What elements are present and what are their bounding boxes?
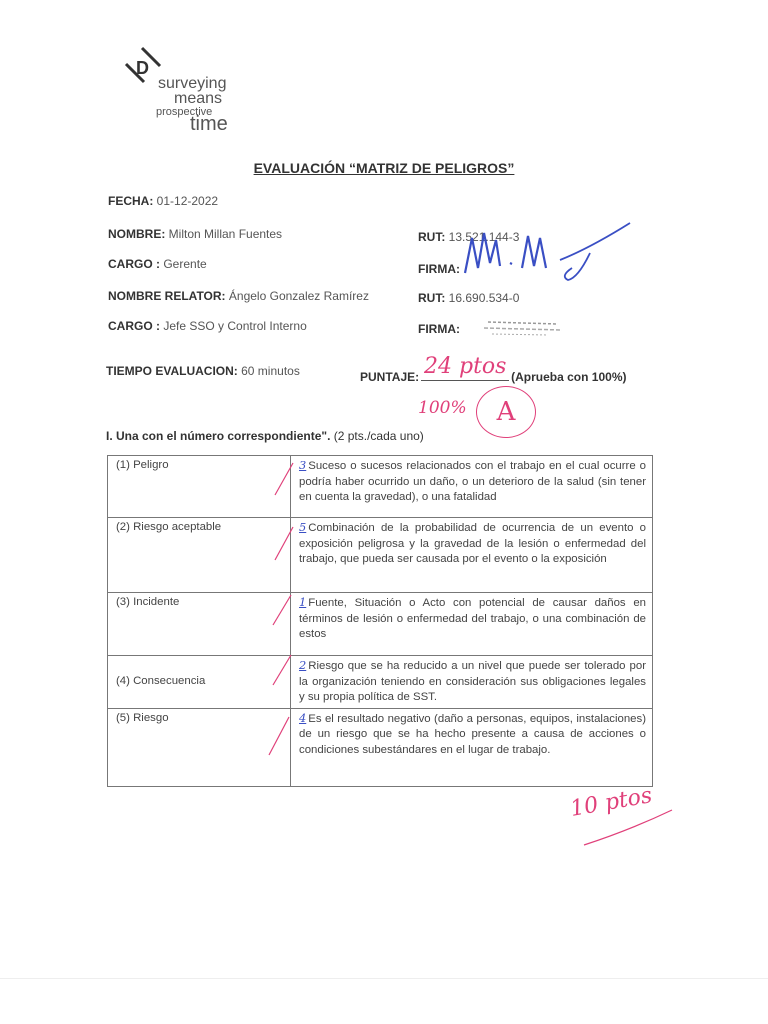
firma2-field <box>418 322 460 336</box>
term-cell: (3) Incidente <box>108 593 291 656</box>
value: Milton Millan Fuentes <box>168 227 283 241</box>
label: RUT: <box>418 291 446 305</box>
logo-text: time <box>190 113 228 135</box>
value: 16.690.534-0 <box>448 291 520 305</box>
answer-number: 3 <box>299 458 307 472</box>
logo-text: prospective <box>156 106 213 118</box>
tiempo-field <box>106 364 300 378</box>
value: 01-12-2022 <box>156 194 219 208</box>
table-row <box>108 656 653 709</box>
rut2-field <box>418 291 519 305</box>
term-cell: (4) Consecuencia <box>108 656 291 709</box>
table-row <box>108 456 653 518</box>
handwritten-grade: A <box>476 386 536 438</box>
logo-text: means <box>174 90 223 107</box>
section-points: (2 pts./cada uno) <box>333 429 424 443</box>
svg-text:D: D <box>136 58 149 78</box>
label: CARGO : <box>108 257 160 271</box>
definition-cell <box>291 656 653 709</box>
divider <box>0 978 768 979</box>
value: 60 minutos <box>241 364 300 378</box>
label: NOMBRE: <box>108 227 166 241</box>
handwritten-score: 24 ptos <box>424 354 507 379</box>
relator-field <box>108 289 369 303</box>
value: Ángelo Gonzalez Ramírez <box>228 289 369 303</box>
definition-cell <box>291 518 653 593</box>
definition-cell <box>291 456 653 518</box>
term-cell: (1) Peligro <box>108 456 291 518</box>
fecha-field <box>108 194 218 208</box>
firma1-field <box>418 262 460 276</box>
logo-mark-icon <box>122 46 162 86</box>
label: RUT: <box>418 230 446 244</box>
answer-number: 1 <box>299 595 307 609</box>
definition-cell <box>291 593 653 656</box>
label: FIRMA: <box>418 322 460 336</box>
answer-number: 2 <box>299 658 307 672</box>
value: 13.521.144-3 <box>448 230 520 244</box>
label: CARGO : <box>108 319 160 333</box>
underline-stroke-icon <box>580 805 680 850</box>
company-logo <box>122 46 262 136</box>
value: Jefe SSO y Control Interno <box>163 319 307 333</box>
answer-number: 4 <box>299 710 307 725</box>
title-text: EVALUACIÓN “MATRIZ DE PELIGROS” <box>253 160 515 176</box>
stamp-signature-icon <box>478 310 568 340</box>
puntaje-note: (Aprueba con 100%) <box>511 370 627 384</box>
label: NOMBRE RELATOR: <box>108 289 226 303</box>
answer-number: 5 <box>299 520 307 534</box>
cargo2-field <box>108 319 307 333</box>
definition-cell <box>291 708 653 786</box>
signature-icon <box>460 218 640 288</box>
term-cell: (5) Riesgo <box>108 708 291 786</box>
logo-text: surveying <box>158 75 227 92</box>
document-title <box>0 160 768 176</box>
definition-text: Es el resultado negativo (daño a personas, equipos, instalaciones) de un riesgo que se ha hecho presente a causa de acciones o condiciones subestándares en el lugar de trabajo. <box>299 712 646 756</box>
table-row <box>108 518 653 593</box>
nombre-field <box>108 227 282 241</box>
label: TIEMPO EVALUACION: <box>106 364 238 378</box>
value: Gerente <box>163 257 207 271</box>
term-cell: (2) Riesgo aceptable <box>108 518 291 593</box>
definition-text: Riesgo que se ha reducido a un nivel que puede ser tolerado por la organización teniendo en consideración sus obligaciones legales y su propia política de SST. <box>299 660 646 703</box>
section-heading <box>106 429 424 443</box>
table-row <box>108 708 653 786</box>
section-title: I. Una con el número correspondiente". <box>106 429 331 443</box>
label: FIRMA: <box>418 262 460 276</box>
definition-text: Suceso o sucesos relacionados con el trabajo en el cual ocurre o podría haber ocurrido un daño, o un deterioro de la salud (sin tener en cuenta la gravedad), o una fatalidad <box>299 460 646 503</box>
label: PUNTAJE: <box>360 370 420 384</box>
matching-table <box>107 455 653 787</box>
label: FECHA: <box>108 194 154 208</box>
handwritten-percent: 100% <box>418 398 467 418</box>
cargo1-field <box>108 257 207 271</box>
definition-text: Combinación de la probabilidad de ocurrencia de un evento o exposición peligrosa y la gravedad de la lesión o enfermedad del trabajo, que pueda ser causada por el evento o la exposición <box>299 522 646 565</box>
definition-text: Fuente, Situación o Acto con potencial de causar daños en términos de lesión o enfermedad del trabajo, o una combinación de estos <box>299 597 646 640</box>
table-row <box>108 593 653 656</box>
check-marks-icon <box>255 455 305 785</box>
handwritten-total: 10 ptos <box>568 783 654 822</box>
